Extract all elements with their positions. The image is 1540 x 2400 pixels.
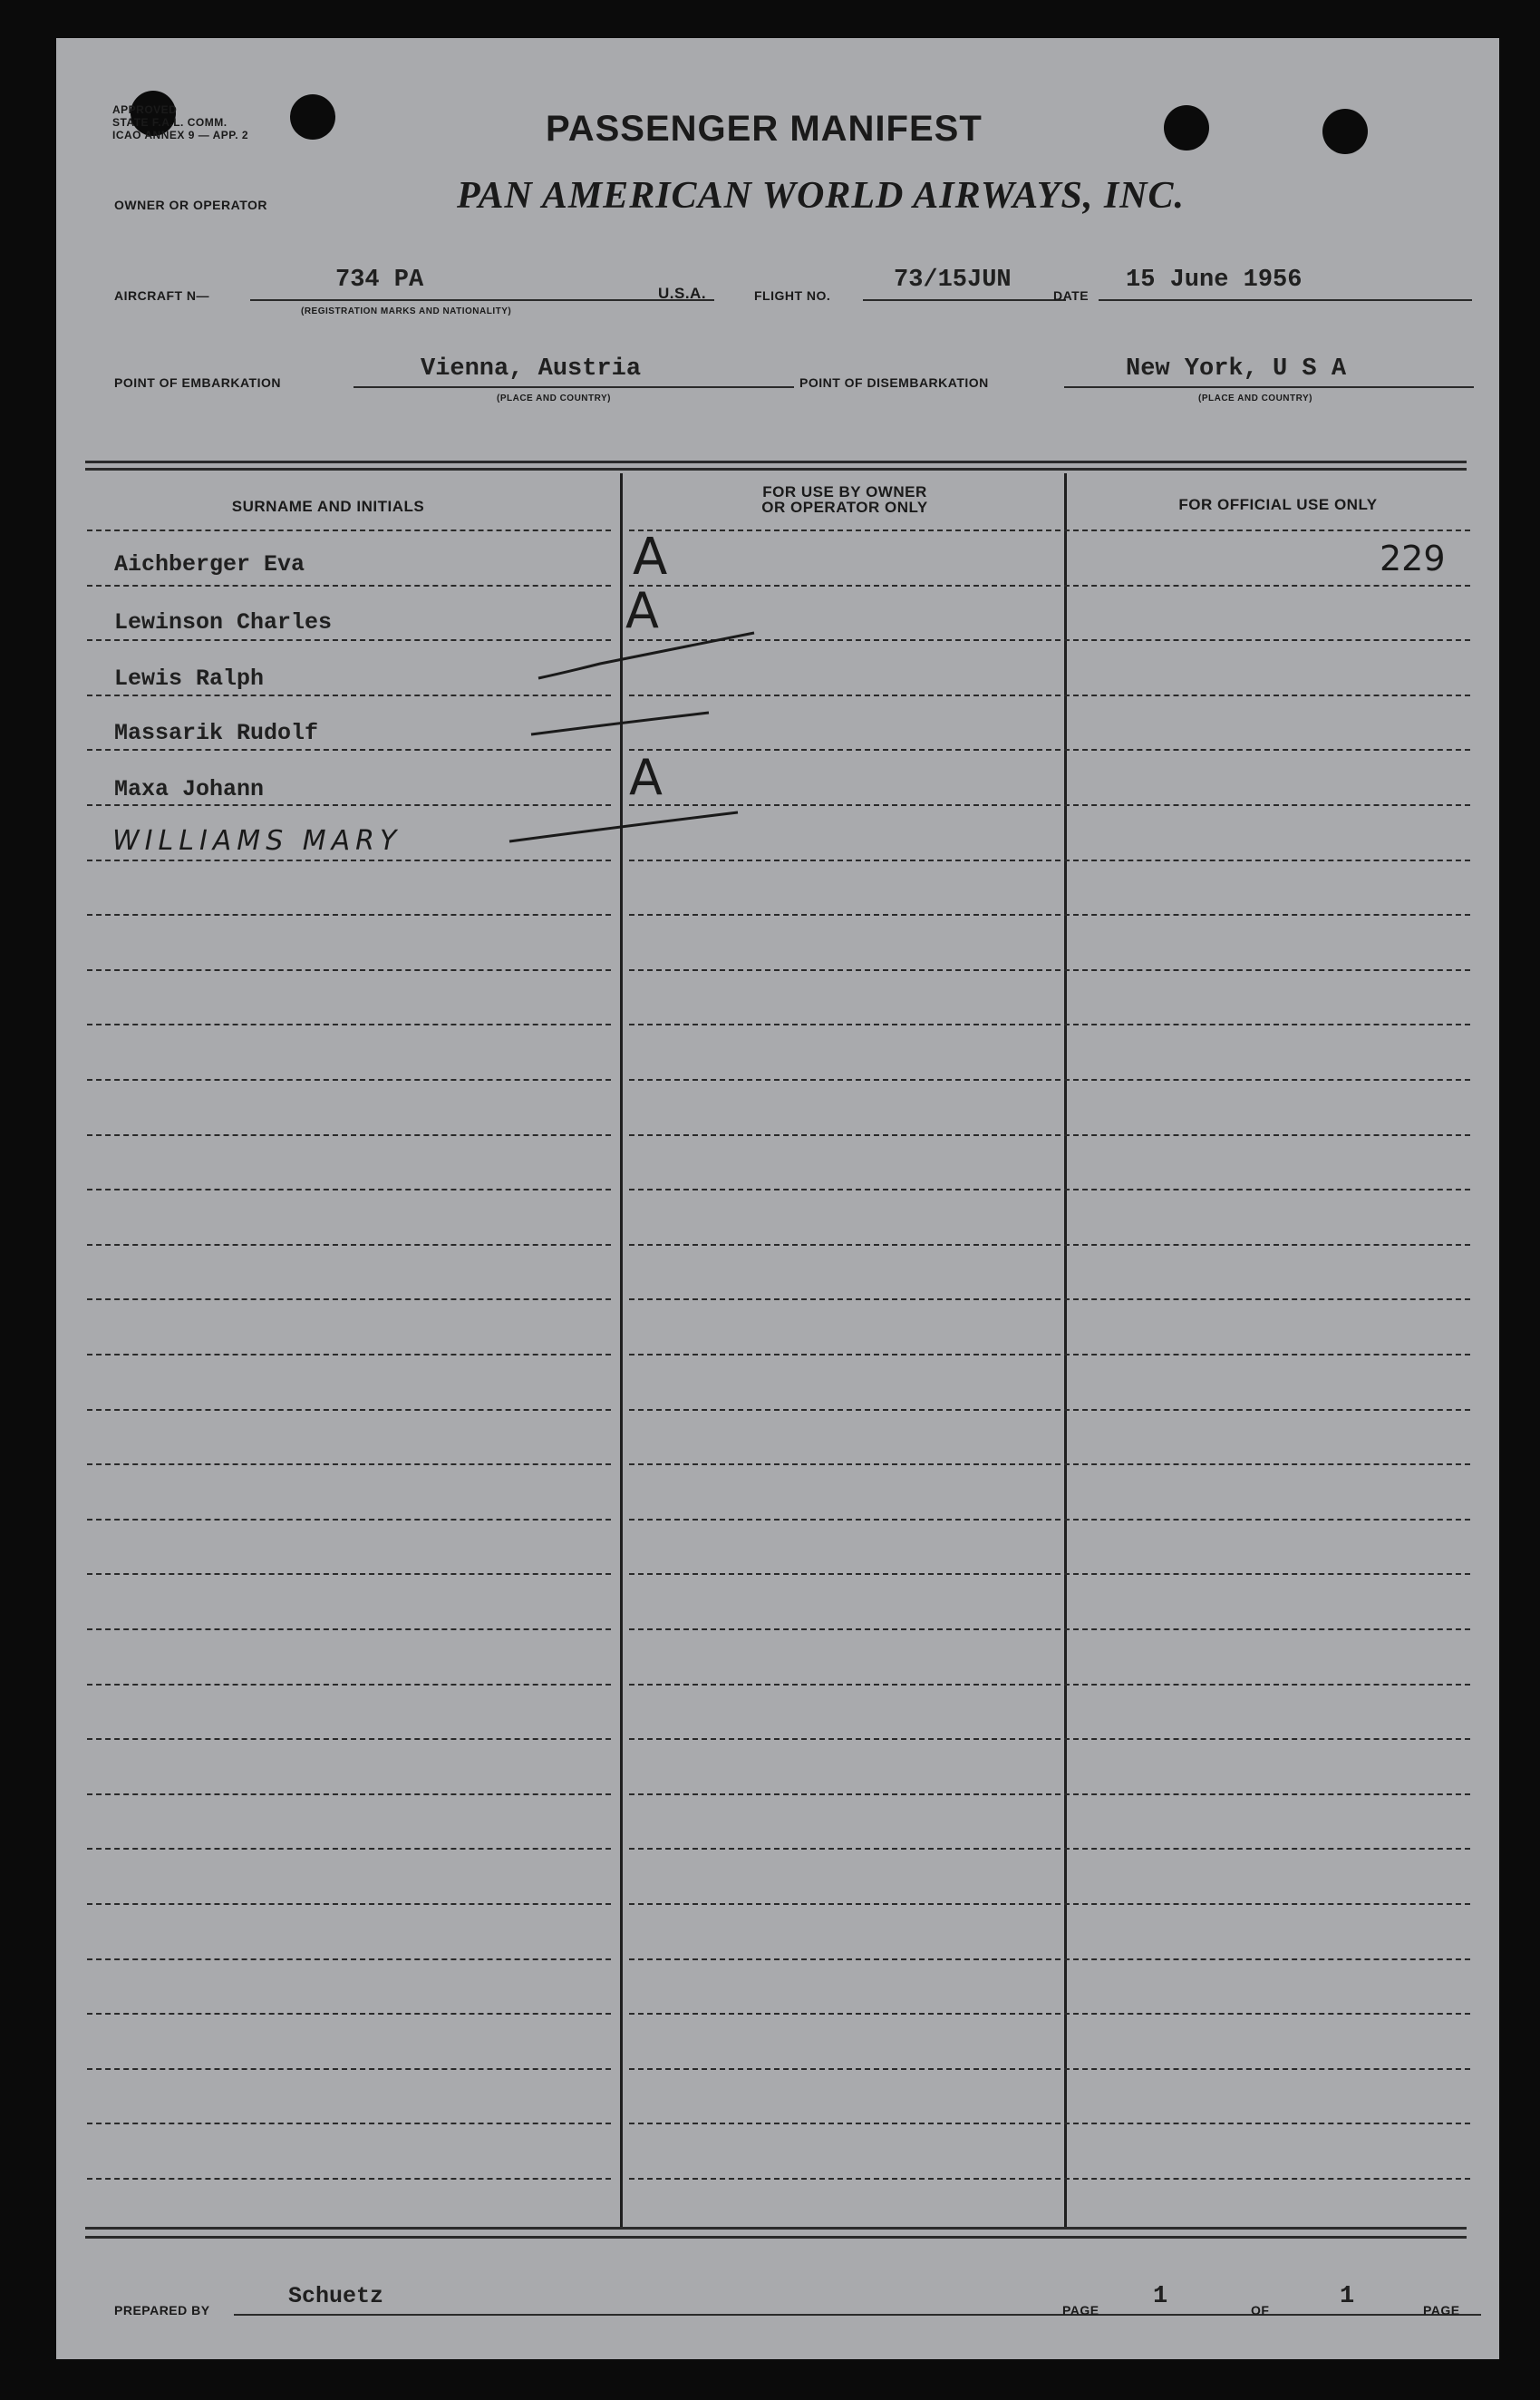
embarkation-label: POINT OF EMBARKATION [114, 375, 281, 390]
ruled-line [629, 1298, 1070, 1300]
ruled-line [1073, 1903, 1470, 1905]
ruled-line [629, 1024, 1070, 1025]
ruled-line [629, 1573, 1070, 1575]
embarkation-sub-label: (PLACE AND COUNTRY) [497, 394, 611, 403]
cancel-stroke [538, 633, 754, 678]
official-number: 229 [1380, 539, 1446, 578]
ruled-line [87, 2068, 611, 2070]
ruled-line [1073, 2123, 1470, 2124]
of-value: 1 [1340, 2283, 1355, 2310]
cancel-stroke [531, 713, 709, 734]
ruled-line [87, 2013, 611, 2015]
ruled-line [87, 1024, 611, 1025]
ruled-line [1073, 1463, 1470, 1465]
ruled-line [629, 1793, 1070, 1795]
aircraft-country: U.S.A. [658, 285, 707, 302]
flight-label: FLIGHT NO. [754, 288, 831, 303]
ruled-line [629, 969, 1070, 971]
ruled-line [629, 1684, 1070, 1686]
approval-line: STATE F.A.L. COMM. [112, 116, 228, 129]
ruled-line [87, 1793, 611, 1795]
prepared-value: Schuetz [288, 2283, 384, 2309]
aircraft-label: AIRCRAFT N— [114, 288, 210, 303]
ruled-line [629, 1189, 1070, 1190]
disembarkation-value: New York, U S A [1126, 355, 1347, 383]
owner-mark: A [633, 528, 668, 587]
column-header-surname: SURNAME AND INITIALS [231, 498, 425, 515]
ruled-line [629, 1244, 1070, 1246]
owner-label: OWNER OR OPERATOR [114, 198, 267, 212]
company-name: PAN AMERICAN WORLD AIRWAYS, INC. [457, 175, 1186, 217]
manifest-sheet [56, 38, 1499, 2359]
table-bottom-rule [85, 2236, 1467, 2239]
aircraft-sub-label: (REGISTRATION MARKS AND NATIONALITY) [301, 306, 512, 316]
ruled-line [87, 969, 611, 971]
ruled-line [87, 1244, 611, 1246]
date-value: 15 June 1956 [1126, 267, 1303, 294]
prepared-underline [234, 2314, 1111, 2316]
ruled-line [87, 1298, 611, 1300]
cancel-strokes [56, 38, 1499, 945]
ruled-line [87, 1409, 611, 1411]
passenger-name: Lewinson Charles [114, 609, 333, 636]
ruled-line [1073, 1244, 1470, 1246]
of-label: OF [1251, 2303, 1270, 2317]
ruled-line [1073, 1848, 1470, 1850]
ruled-line [87, 1463, 611, 1465]
ruled-line [87, 1684, 611, 1686]
ruled-line [87, 1573, 611, 1575]
ruled-line [629, 1958, 1070, 1960]
ruled-line [629, 2068, 1070, 2070]
ruled-line [629, 1134, 1070, 1136]
ruled-line [1073, 1024, 1470, 1025]
disembarkation-label: POINT OF DISEMBARKATION [799, 375, 989, 390]
passenger-name: Lewis Ralph [114, 666, 265, 692]
ruled-line [629, 1409, 1070, 1411]
embarkation-value: Vienna, Austria [421, 355, 642, 383]
ruled-line [87, 2123, 611, 2124]
column-header-official-use: FOR OFFICIAL USE ONLY [1178, 496, 1378, 513]
ruled-line [1073, 1079, 1470, 1081]
ruled-line [629, 1903, 1070, 1905]
ruled-line [629, 1738, 1070, 1740]
page-title: PASSENGER MANIFEST [546, 109, 983, 149]
passenger-name: Maxa Johann [114, 776, 265, 802]
ruled-line [1073, 1793, 1470, 1795]
ruled-line [1073, 1298, 1470, 1300]
page-label-end: PAGE [1423, 2303, 1460, 2317]
table-bottom-rule [85, 2227, 1467, 2230]
ruled-line [87, 1134, 611, 1136]
ruled-line [87, 1738, 611, 1740]
column-header-line: OR OPERATOR ONLY [761, 499, 928, 516]
ruled-line [1073, 2068, 1470, 2070]
ruled-line [1073, 1738, 1470, 1740]
ruled-line [87, 1628, 611, 1630]
prepared-label: PREPARED BY [114, 2303, 210, 2317]
passenger-name-handwritten: WILLIAMS MARY [112, 825, 402, 857]
ruled-line [1073, 1519, 1470, 1521]
ruled-line [1073, 2178, 1470, 2180]
aircraft-value: 734 PA [335, 267, 424, 294]
page-value: 1 [1153, 2283, 1168, 2310]
ruled-line [87, 1189, 611, 1190]
column-header-line: FOR USE BY OWNER [762, 483, 927, 500]
ruled-line [1073, 1628, 1470, 1630]
ruled-line [629, 2013, 1070, 2015]
ruled-line [87, 1519, 611, 1521]
ruled-line [1073, 1958, 1470, 1960]
ruled-line [629, 1079, 1070, 1081]
date-label: DATE [1053, 288, 1090, 303]
ruled-line [87, 1079, 611, 1081]
ruled-line [629, 1519, 1070, 1521]
ruled-line [629, 1463, 1070, 1465]
ruled-line [87, 1958, 611, 1960]
cancel-stroke [509, 812, 738, 841]
ruled-line [87, 1354, 611, 1355]
ruled-line [1073, 1573, 1470, 1575]
ruled-line [87, 1848, 611, 1850]
ruled-line [1073, 1354, 1470, 1355]
flight-value: 73/15JUN [894, 267, 1012, 294]
ruled-line [629, 2123, 1070, 2124]
ruled-line [87, 1903, 611, 1905]
page-label: PAGE [1062, 2303, 1099, 2317]
disembarkation-sub-label: (PLACE AND COUNTRY) [1198, 394, 1312, 403]
ruled-line [1073, 969, 1470, 971]
ruled-line [1073, 2013, 1470, 2015]
ruled-line [629, 1848, 1070, 1850]
page-underline [1111, 2314, 1302, 2316]
ruled-line [1073, 1189, 1470, 1190]
ruled-line [629, 1628, 1070, 1630]
passenger-name: Massarik Rudolf [114, 720, 319, 746]
approval-line: APPROVED [112, 103, 178, 116]
ruled-line [1073, 1684, 1470, 1686]
ruled-line [629, 2178, 1070, 2180]
ruled-line [1073, 1409, 1470, 1411]
ruled-line [87, 2178, 611, 2180]
owner-mark: A [625, 582, 659, 639]
passenger-name: Aichberger Eva [114, 551, 305, 578]
approval-line: ICAO ANNEX 9 — APP. 2 [112, 129, 249, 141]
ruled-line [629, 1354, 1070, 1355]
ruled-line [1073, 1134, 1470, 1136]
owner-mark: A [629, 749, 663, 806]
